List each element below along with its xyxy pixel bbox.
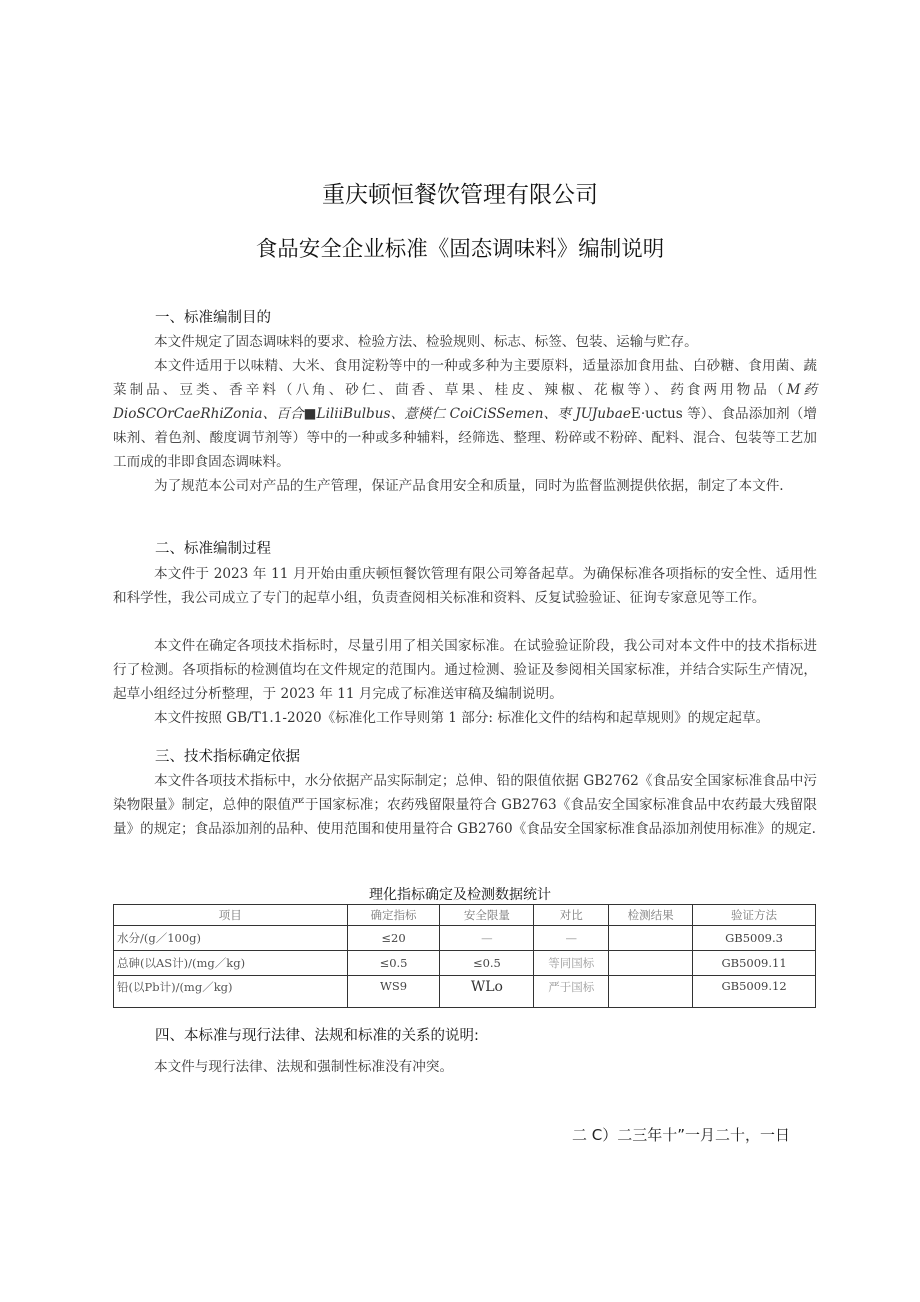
- document-title: 食品安全企业标准《固态调味料》编制说明: [255, 237, 665, 262]
- section-4-heading: 四、本标准与现行法律、法规和标准的关系的说明:: [155, 1028, 479, 1044]
- section-1-paragraph-1: 本文件规定了固态调味料的要求、检验方法、检验规则、标志、标签、包装、运输与贮存。: [154, 334, 698, 350]
- section-2-paragraph-2: 本文件在确定各项技术指标时，尽量引用了相关国家标准。在试验验证阶段，我公司对本文件中的技术指标进行了检测。各项指标的检测值均在文件规定的范围内。通过检测、验证及参阅相关国家标准，并结合实际生产情况，起草小组经过分析整理，于 2023 年 11 月完成了标准送审稿及编制说明。: [113, 638, 817, 702]
- document-date: 二 C）二三年十”一月二十，一日: [572, 1126, 791, 1144]
- table-cell: 铅(以Pb计)/(mg／kg): [114, 976, 348, 1008]
- table-header-cell: 项目: [114, 905, 348, 926]
- table-row: [114, 926, 816, 951]
- table-cell: GB5009.11: [693, 951, 816, 976]
- section-1-paragraph-2-latin-names: M药 DioSCOrCaeRhiZonia、百合■LiliiBulbus、薏楧仁 CoiCiSSemen、枣 JUJubae: [113, 382, 817, 422]
- table-cell: 等同国标: [534, 951, 609, 976]
- company-name: 重庆顿恒餐饮管理有限公司: [322, 182, 598, 208]
- stats-table: [113, 904, 816, 1008]
- section-1-paragraph-2-end: E·uctus 等）、食品添加剂（增味剂、着色剂、酸度调节剂等）等中的一种或多种辅料，经筛选、整理、粉碎或不粉碎、配料、混合、包装等工艺加工而成的非即食固态调味料。: [113, 406, 818, 470]
- table-cell: [609, 926, 693, 951]
- table-cell: [609, 951, 693, 976]
- table-header-cell: 检测结果: [609, 905, 693, 926]
- table-caption: 理化指标确定及检测数据统计: [369, 887, 551, 903]
- section-2-paragraph-1: 本文件于 2023 年 11 月开始由重庆顿恒餐饮管理有限公司筹备起草。为确保标准各项指标的安全性、适用性和科学性，我公司成立了专门的起草小组，负责查阅相关标准和资料、反复试验验证、征询专家意见等工作。: [113, 566, 817, 606]
- section-4-paragraph-1: 本文件与现行法律、法规和强制性标准没有冲突。: [154, 1059, 454, 1075]
- table-cell: WS9: [347, 976, 440, 1008]
- table-header-cell: 确定指标: [347, 905, 440, 926]
- section-3-heading: 三、技术指标确定依据: [155, 749, 300, 765]
- table-cell: 总砷(以AS计)/(mg／kg): [114, 951, 348, 976]
- table-header-cell: 安全限量: [440, 905, 534, 926]
- table-cell: —: [534, 926, 609, 951]
- section-1-paragraph-3: 为了规范本公司对产品的生产管理，保证产品食用安全和质量，同时为监督监测提供依据，制定了本文件.: [154, 478, 784, 494]
- section-1-heading: 一、标准编制目的: [155, 310, 271, 326]
- table-cell: GB5009.12: [693, 976, 816, 1008]
- table-row: [114, 976, 816, 1008]
- table-cell: ≤0.5: [347, 951, 440, 976]
- table-header-row: [114, 905, 816, 926]
- table-cell: ≤20: [347, 926, 440, 951]
- table-cell: WLo: [440, 976, 534, 1008]
- table-cell: ≤0.5: [440, 951, 534, 976]
- table-header-cell: 对比: [534, 905, 609, 926]
- table-cell: 严于国标: [534, 976, 609, 1008]
- section-1-paragraph-2-start: 本文件适用于以味精、大米、食用淀粉等中的一种或多种为主要原料，适量添加食用盐、白砂糖、食用菌、蔬菜制品、豆类、香辛料（八角、砂仁、茴香、草果、桂皮、辣椒、花椒等）、药食两用物品（: [113, 358, 817, 398]
- table-header-cell: 验证方法: [693, 905, 816, 926]
- table-cell: 水分/(g／100g): [114, 926, 348, 951]
- section-1-paragraph-2: [113, 354, 817, 474]
- section-3-paragraph-1: 本文件各项技术指标中，水分依据产品实际制定；总伸、铅的限值依据 GB2762《食品安全国家标准食品中污染物限量》制定，总伸的限值严于国家标准；农药残留限量符合 GB2763《食品安全国家标准食品中农药最大残留限量》的规定；食品添加剂的品种、使用范围和使用量符合 GB2760《食品安全国家标准食品添加剂使用标准》的规定.: [113, 773, 817, 837]
- table-cell: GB5009.3: [693, 926, 816, 951]
- table-row: [114, 951, 816, 976]
- table-cell: [609, 976, 693, 1008]
- section-2-paragraph-3: 本文件按照 GB/T1.1-2020《标准化工作导则第 1 部分: 标准化文件的结构和起草规则》的规定起草。: [154, 710, 770, 726]
- table-cell: —: [440, 926, 534, 951]
- section-2-heading: 二、标准编制过程: [155, 541, 271, 557]
